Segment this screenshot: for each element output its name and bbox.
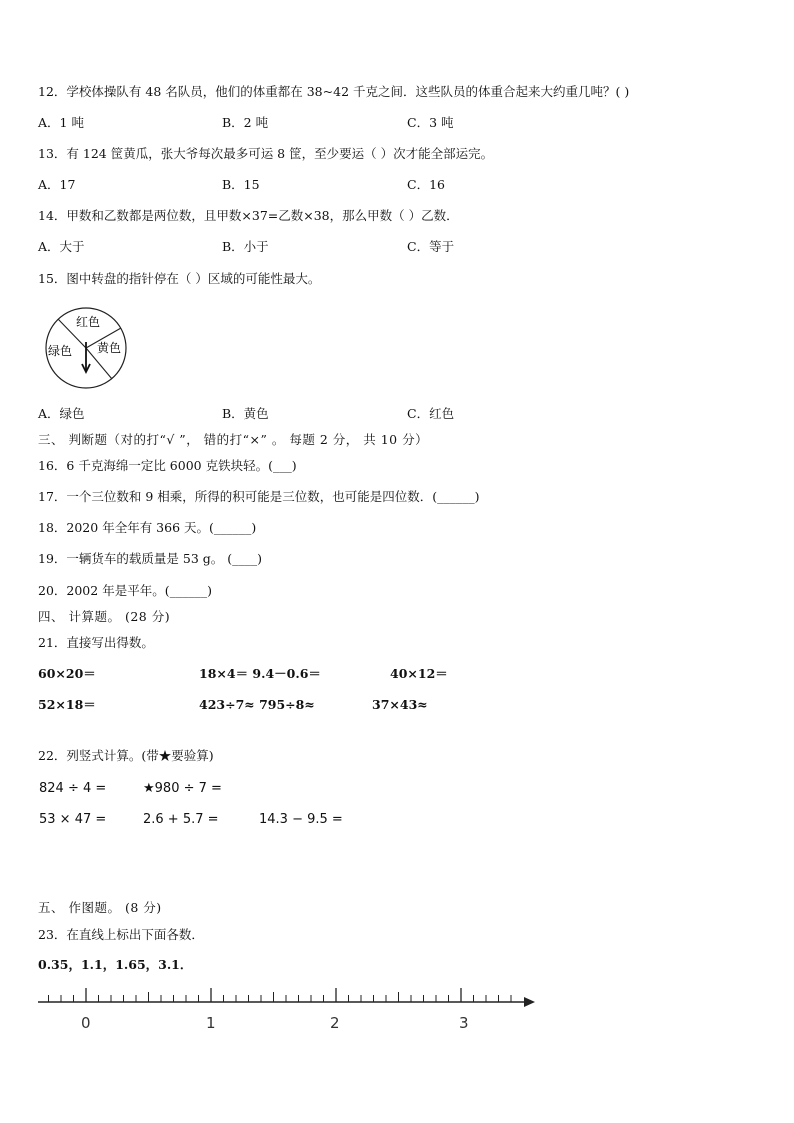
number-line-ticks [49, 988, 512, 1002]
q12-stem: 12．学校体操队有 48 名队员，他们的体重都在 38~42 千克之间．这些队员的体重合起来大约重几吨？( ) [38, 84, 630, 99]
spinner-figure [42, 306, 132, 390]
q21-item: 37×43≈ [372, 697, 428, 712]
q22-item: ★980 ÷ 7 = [143, 781, 222, 796]
q14-stem: 14．甲数和乙数都是两位数，且甲数×37=乙数×38，那么甲数（ ）乙数． [38, 208, 459, 223]
q13-stem: 13．有 124 筐黄瓜，张大爷每次最多可运 8 筐，至少要运（ ）次才能全部运完。 [38, 146, 494, 161]
axis-label-2: 2 [330, 1014, 340, 1032]
q14-option-c: C．等于 [407, 239, 455, 254]
q22-item: 2.6 + 5.7 = [143, 812, 219, 827]
q12-option-c: C．3 吨 [407, 115, 454, 130]
q23-numbers: 0.35，1.1，1.65，3.1． [38, 957, 193, 972]
q22-stem: 22．列竖式计算。(带★要验算) [38, 748, 214, 763]
q21-stem: 21．直接写出得数。 [38, 635, 154, 650]
q14-option-b: B．小于 [222, 239, 269, 254]
arrow-right-icon [524, 997, 535, 1007]
spinner-label-yellow: 黄色 [97, 341, 122, 355]
spinner-label-green: 绿色 [48, 344, 73, 358]
axis-label-1: 1 [206, 1014, 216, 1032]
axis-label-0: 0 [81, 1014, 91, 1032]
q13-option-b: B．15 [222, 177, 260, 192]
q22-item: 53 × 47 = [39, 812, 107, 827]
q18-text: 18．2020 年全年有 366 天。(______) [38, 520, 257, 535]
q21-item: 40×12＝ [390, 666, 448, 681]
section-4-heading: 四、 计算题。 (28 分) [38, 609, 171, 624]
q22-item: 824 ÷ 4 = [39, 781, 107, 796]
q15-option-c: C．红色 [407, 406, 455, 421]
axis-label-3: 3 [459, 1014, 469, 1032]
q23-stem: 23．在直线上标出下面各数． [38, 927, 204, 942]
q21-item: 423÷7≈ 795÷8≈ [199, 697, 315, 712]
q13-option-a: A．17 [38, 177, 76, 192]
spinner-label-red: 红色 [76, 315, 101, 329]
q15-option-a: A．绿色 [38, 406, 85, 421]
q12-option-b: B．2 吨 [222, 115, 269, 130]
q15-stem: 15．图中转盘的指针停在（ ）区域的可能性最大。 [38, 271, 321, 286]
q16-text: 16．6 千克海绵一定比 6000 克铁块轻。(___) [38, 458, 297, 473]
q20-text: 20．2002 年是平年。(______) [38, 583, 212, 598]
q15-option-b: B．黄色 [222, 406, 269, 421]
q17-text: 17．一个三位数和 9 相乘，所得的积可能是三位数，也可能是四位数．(______) [38, 489, 480, 504]
q19-text: 19．一辆货车的载质量是 53 g。 (____) [38, 551, 262, 566]
q21-item: 18×4＝ 9.4－0.6＝ [199, 666, 321, 681]
number-line [30, 984, 540, 1034]
q12-option-a: A．1 吨 [38, 115, 84, 130]
q13-option-c: C．16 [407, 177, 445, 192]
q14-option-a: A．大于 [38, 239, 85, 254]
section-3-heading: 三、 判断题（对的打“√ ”， 错的打“×” 。 每题 2 分， 共 10 分） [38, 432, 429, 447]
q21-item: 52×18＝ [38, 697, 96, 712]
q21-item: 60×20＝ [38, 666, 96, 681]
section-5-heading: 五、 作图题。 (8 分) [38, 900, 162, 915]
q22-item: 14.3 − 9.5 = [259, 812, 343, 827]
